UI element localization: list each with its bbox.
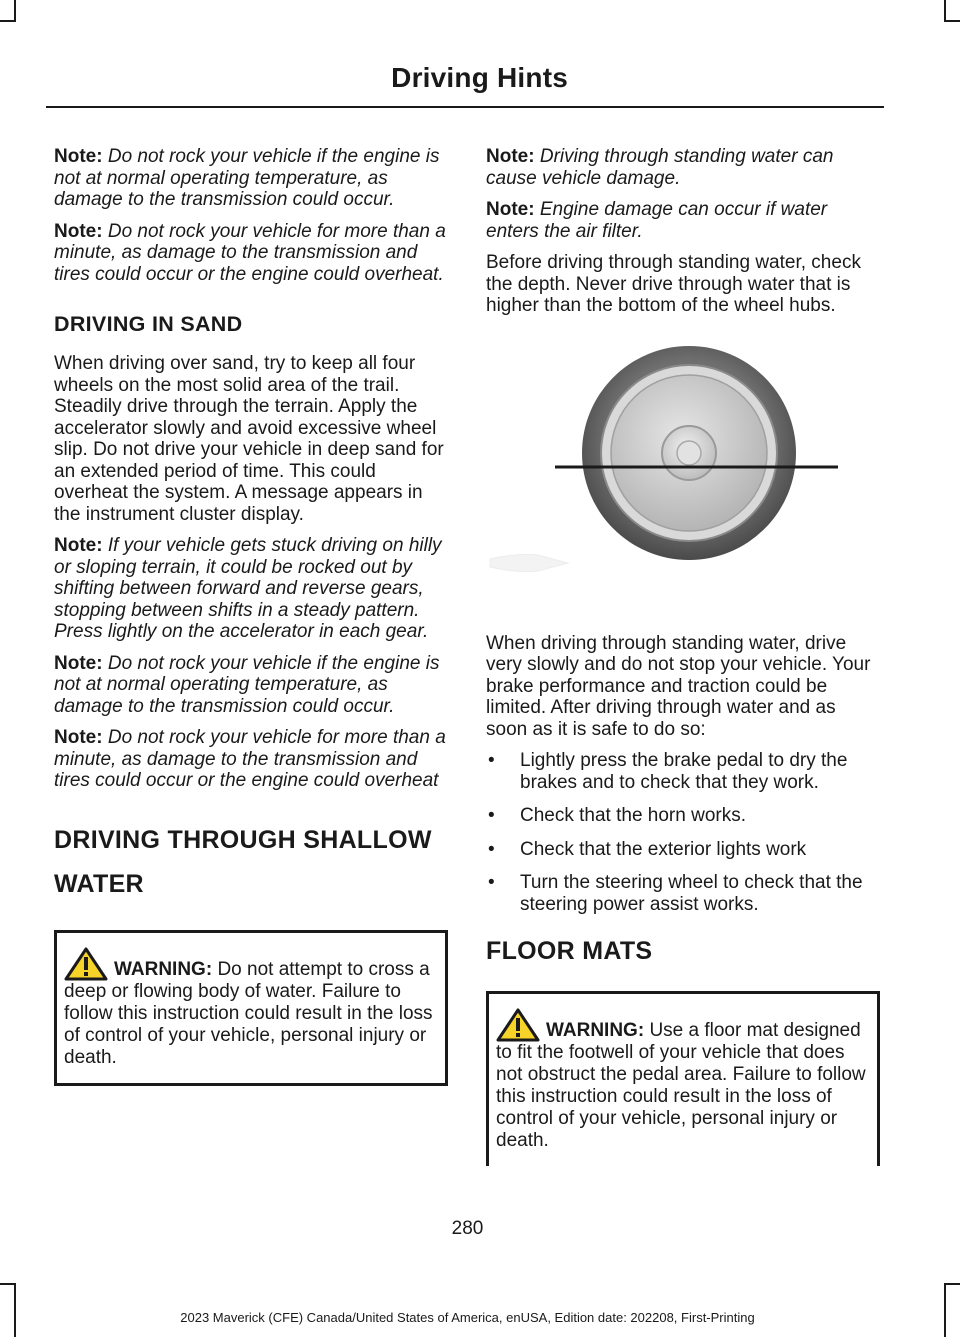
list-item: • Turn the steering wheel to check that the steering power assist works.	[486, 872, 880, 915]
note: Note: Do not rock your vehicle for more than a minute, as damage to the transmission and tires could occur or the engine could overheat	[54, 727, 446, 791]
sand-paragraph: When driving over sand, try to keep all four wheels on the most solid area of the trail. Steadily drive through the terrain. Apply the accelerator slowly and avoid excessive wheel slip. Do not drive your vehicle in deep sand for an extended period of time. This could overheat the system. A message appears in the instrument cluster display.	[54, 353, 444, 525]
title-rule	[46, 106, 884, 108]
page-number: 280	[451, 1218, 484, 1239]
section-heading-floor-mats: FLOOR MATS	[486, 937, 653, 965]
warning-label: WARNING:	[546, 1020, 645, 1041]
crop-mark-bottom-right-v	[944, 1283, 946, 1337]
after-water-checklist	[486, 750, 880, 915]
note: Note: Driving through standing water can cause vehicle damage.	[486, 146, 834, 189]
warning-text: Use a floor mat designed to fit the footwell of your vehicle that does not obstruct the pedal area. Failure to follow this instruction could result in the loss of control of your vehicle, personal injury or death.	[496, 1020, 866, 1151]
note: Note: Engine damage can occur if water enters the air filter.	[486, 199, 828, 242]
depth-paragraph: Before driving through standing water, check the depth. Never drive through water that is higher than the bottom of the wheel hubs.	[486, 252, 861, 316]
crop-mark-bottom-left-h	[0, 1283, 16, 1285]
crop-mark-top-left-v	[14, 0, 16, 22]
left-column	[54, 146, 448, 1086]
note: Note: Do not rock your vehicle if the engine is not at normal operating temperature, as damage to the transmission could occur.	[54, 652, 440, 717]
after-water-paragraph: When driving through standing water, drive very slowly and do not stop your vehicle. Your brake performance and traction could be limited. After driving through water and as soon as it is safe to do so:	[486, 632, 871, 740]
crop-mark-top-right-h	[944, 20, 960, 22]
section-heading-sand: DRIVING IN SAND	[54, 312, 243, 336]
page-title-text: Driving Hints	[391, 62, 568, 93]
warning-label: WARNING:	[114, 958, 213, 980]
crop-mark-top-left-h	[0, 20, 16, 22]
list-item: • Check that the exterior lights work	[486, 839, 880, 861]
warning-text: Do not attempt to cross a deep or flowing body of water. Failure to follow this instruction could result in the loss of control of your vehicle, personal injury or death.	[64, 958, 433, 1068]
warning-box-floor-mats	[486, 991, 880, 1166]
crop-mark-top-right-v	[944, 0, 946, 22]
edition-footer: 2023 Maverick (CFE) Canada/United States of America, enUSA, Edition date: 202208, First-Printing	[180, 1310, 755, 1325]
warning-triangle-icon	[496, 1008, 540, 1042]
right-column	[486, 146, 880, 1166]
crop-mark-bottom-right-h	[944, 1283, 960, 1285]
warning-triangle-icon	[64, 947, 108, 981]
list-item: • Lightly press the brake pedal to dry the brakes and to check that they work.	[486, 750, 880, 793]
section-heading-water: DRIVING THROUGH SHALLOW WATER	[54, 825, 432, 898]
warning-box-water	[54, 930, 448, 1086]
wheel-water-line-illustration	[486, 327, 880, 607]
list-item: • Check that the horn works.	[486, 805, 880, 827]
note: Note: Do not rock your vehicle for more than a minute, as damage to the transmission and tires could occur or the engine could overheat.	[54, 220, 446, 285]
note: Note: Do not rock your vehicle if the engine is not at normal operating temperature, as damage to the transmission could occur.	[54, 146, 440, 210]
note: Note: If your vehicle gets stuck driving on hilly or sloping terrain, it could be rocked out by shifting between forward and reverse gears, stopping between shifts in a steady pattern. Press lightly on the accelerator in each gear.	[54, 535, 442, 642]
